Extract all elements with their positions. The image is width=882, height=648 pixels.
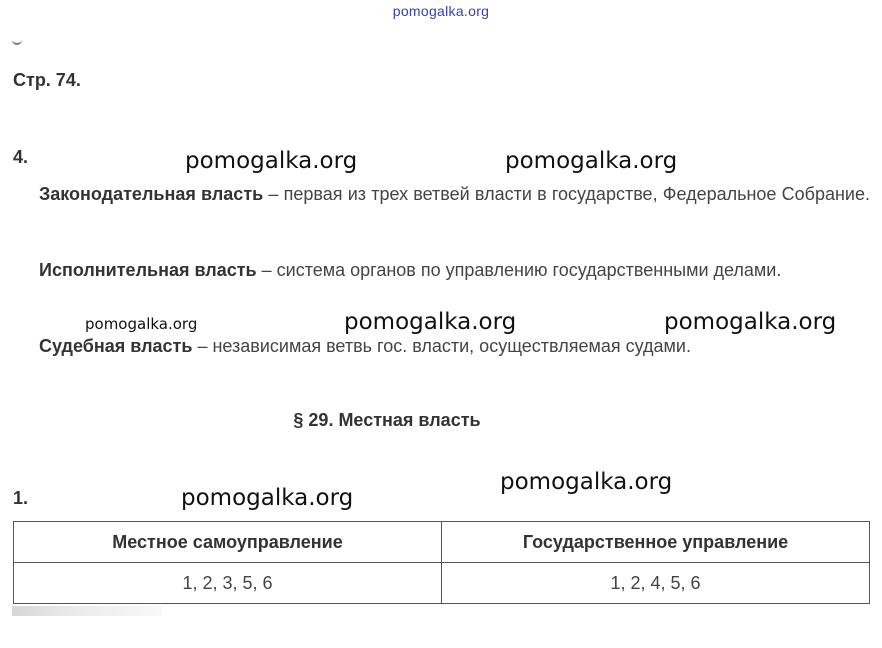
task-number-1: 1.	[13, 488, 29, 508]
table-cell-local: 1, 2, 3, 5, 6	[14, 563, 442, 604]
definition-legislative	[13, 176, 870, 213]
watermark: pomogalka.org	[505, 148, 678, 174]
page-reference: Стр. 74.	[13, 70, 81, 90]
term-judicial: Судебная власть	[39, 336, 193, 356]
definition-executive	[13, 252, 870, 289]
definition-legislative-text: – первая из трех ветвей власти в государстве, Федеральное Собрание.	[263, 184, 870, 204]
watermark: pomogalka.org	[500, 469, 673, 495]
definition-judicial-text: – независимая ветвь гос. власти, осуществляемая судами.	[192, 336, 691, 356]
term-legislative: Законодательная власть	[39, 184, 264, 204]
table-row	[14, 563, 870, 604]
watermark: pomogalka.org	[85, 315, 198, 333]
table-cell-state: 1, 2, 4, 5, 6	[442, 563, 870, 604]
section-title: § 29. Местная власть	[293, 410, 481, 430]
header-watermark: pomogalka.org	[392, 3, 490, 19]
term-executive: Исполнительная власть	[39, 260, 257, 280]
watermark: pomogalka.org	[185, 148, 358, 174]
watermark: pomogalka.org	[664, 309, 837, 335]
table-header-state: Государственное управление	[442, 522, 870, 563]
task-number-4: 4.	[13, 147, 29, 167]
comparison-table	[13, 521, 870, 604]
watermark: pomogalka.org	[344, 309, 517, 335]
definition-executive-text: – система органов по управлению государственными делами.	[256, 260, 782, 280]
watermark: pomogalka.org	[181, 485, 354, 511]
table-header-row	[14, 522, 870, 563]
cropped-text-fragment	[12, 606, 162, 616]
table-header-local: Местное самоуправление	[14, 522, 442, 563]
cropped-text-fragment	[12, 38, 22, 45]
